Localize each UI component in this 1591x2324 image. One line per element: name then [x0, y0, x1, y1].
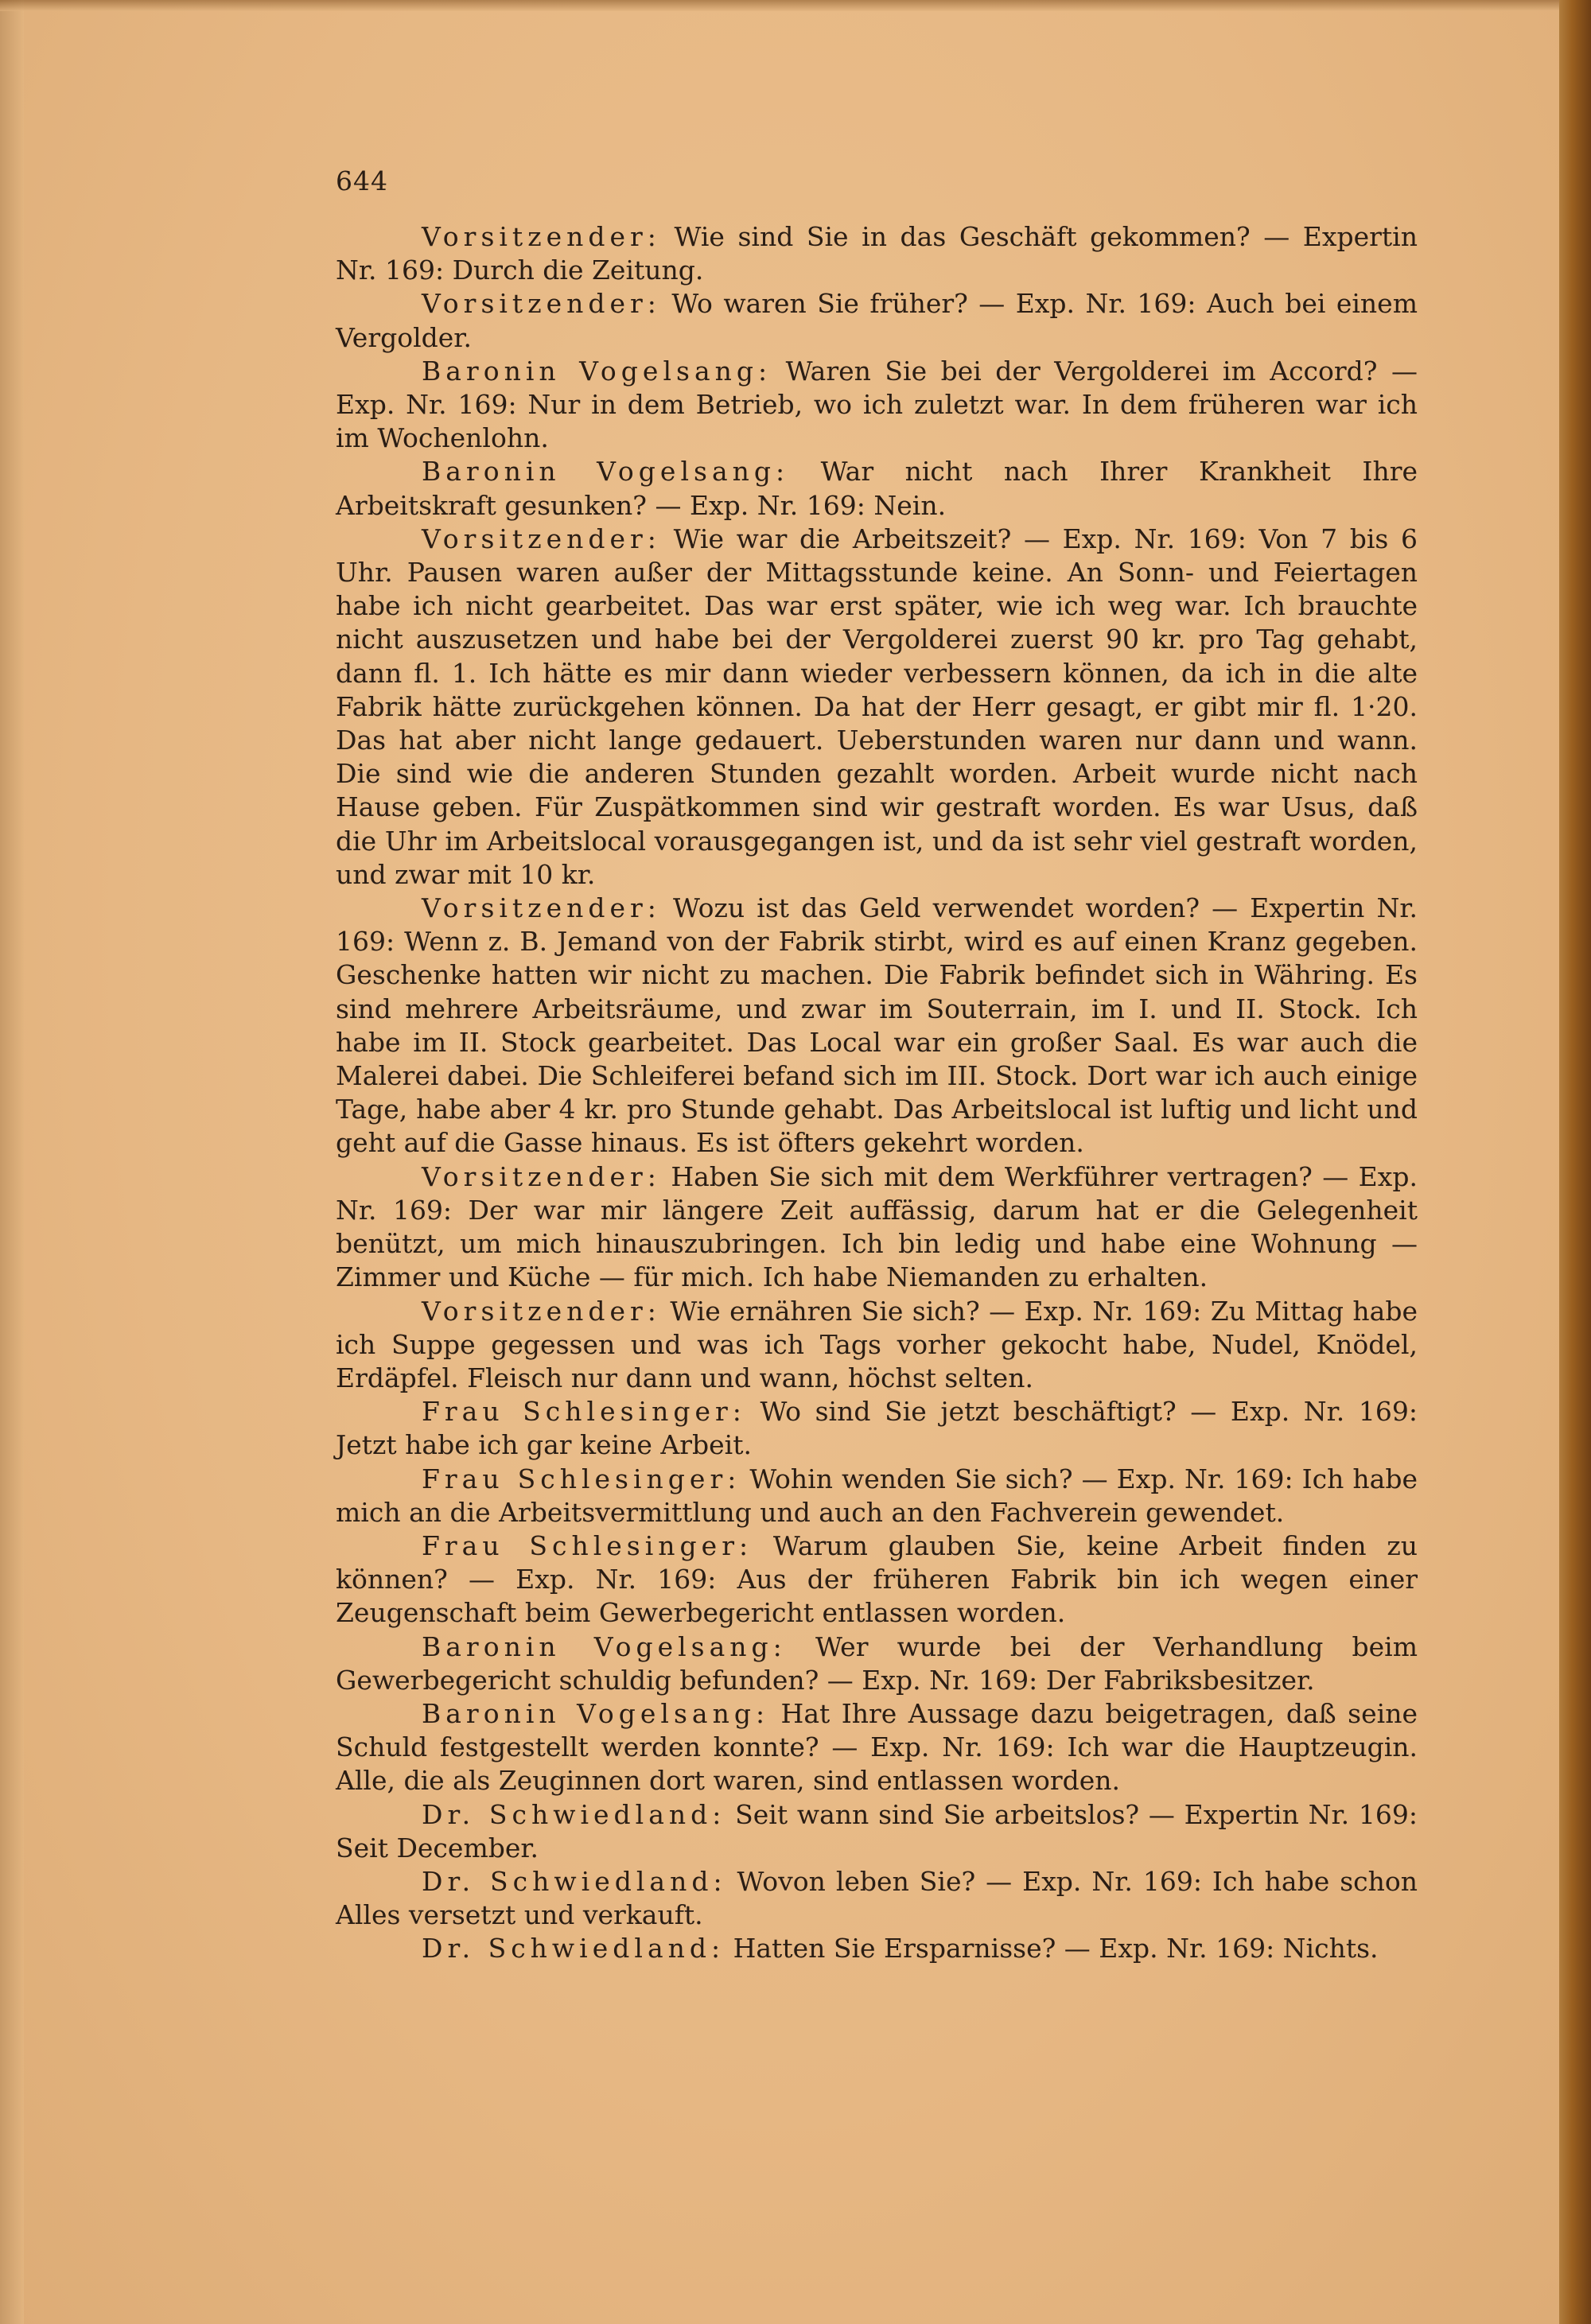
page-gutter-edge [0, 0, 24, 2324]
paragraph [336, 1395, 1418, 1462]
paragraph [336, 1932, 1418, 1965]
paragraph-text: Wie sind Sie in das Geschäft gekommen? — Expertin Nr. 169: Durch die Zeitung. [336, 221, 1418, 286]
speaker-name: Frau Schlesinger: [422, 1529, 753, 1561]
paragraph-text: Wo sind Sie jetzt beschäftigt? — Exp. Nr. 169: Jetzt habe ich gar keine Arbeit. [336, 1396, 1418, 1461]
paragraph [336, 1798, 1418, 1865]
paragraph-text: Seit wann sind Sie arbeitslos? — Expertin Nr. 169: Seit December. [336, 1798, 1418, 1863]
paragraph-text: Waren Sie bei der Vergolderei im Accord? — Exp. Nr. 169: Nur in dem Betrieb, wo ich zuletzt war. In dem früheren war ich im Wochenlohn. [336, 355, 1418, 454]
speaker-name: Dr. Schwiedland: [422, 1933, 725, 1965]
page-top-edge [0, 0, 1559, 11]
paragraph-text: Hatten Sie Ersparnisse? — Exp. Nr. 169: Nichts. [725, 1933, 1379, 1965]
paragraph [336, 1463, 1418, 1529]
speaker-name: Vorsitzender: [422, 1295, 661, 1327]
paragraph-text: Warum glauben Sie, keine Arbeit finden zu können? — Exp. Nr. 169: Aus der früheren Fabrik bin ich wegen einer Zeugenschaft beim Gewerbegericht entlassen worden. [336, 1529, 1418, 1629]
paragraph-text: Wozu ist das Geld verwendet worden? — Expertin Nr. 169: Wenn z. B. Jemand von der Fabrik stirbt, wird es auf einen Kranz gegeben. Geschenke hatten wir nicht zu machen. Die Fabrik befindet sich in Währing. Es sind mehrere Arbeitsräume, und zwar im Souterrain, im I. und II. Stock. Ich habe im II. Stock gearbeitet. Das Local war ein großer Saal. Es war auch die Malerei dabei. Die Schleiferei befand sich im III. Stock. Dort war ich auch einige Tage, habe aber 4 kr. pro Stunde gehabt. Das Arbeitslocal ist luftig und licht und geht auf die Gasse hinaus. Es ist öfters gekehrt worden. [336, 892, 1418, 1159]
paragraph [336, 287, 1418, 354]
paragraph-text: Wer wurde bei der Verhandlung beim Gewerbegericht schuldig befunden? — Exp. Nr. 169: Der Fabriksbesitzer. [336, 1630, 1418, 1696]
speaker-name: Vorsitzender: [422, 523, 661, 554]
speaker-name: Baronin Vogelsang: [422, 456, 790, 488]
page-number: 644 [336, 165, 388, 196]
paragraph [336, 455, 1418, 522]
speaker-name: Vorsitzender: [422, 1160, 661, 1192]
paragraph [336, 355, 1418, 456]
speaker-name: Baronin Vogelsang: [422, 1630, 787, 1662]
speaker-name: Dr. Schwiedland: [422, 1798, 726, 1830]
paragraph [336, 1630, 1418, 1697]
transcript-text [336, 220, 1418, 1966]
paragraph [336, 1697, 1418, 1798]
paragraph-text: Wie war die Arbeitszeit? — Exp. Nr. 169: Von 7 bis 6 Uhr. Pausen waren außer der Mittagsstunde keine. An Sonn- und Feiertagen habe ich nicht gearbeitet. Das war erst später, wie ich weg war. Ich brauchte nicht auszusetzen und habe bei der Vergolderei zuerst 90 kr. pro Tag gehabt, dann fl. 1. Ich hätte es mir dann wieder verbessern können, da ich in die alte Fabrik hätte zurückgehen können. Da hat der Herr gesagt, er gibt mir fl. 1·20. Das hat aber nicht lange gedauert. Ueberstunden waren nur dann und wann. Die sind wie die anderen Stunden gezahlt worden. Arbeit wurde nicht nach Hause geben. Für Zuspätkommen sind wir gestraft worden. Es war Usus, daß die Uhr im Arbeitslocal vorausgegangen ist, und da ist sehr viel gestraft worden, und zwar mit 10 kr. [336, 523, 1418, 890]
paragraph-text: War nicht nach Ihrer Krankheit Ihre Arbeitskraft gesunken? — Exp. Nr. 169: Nein. [336, 456, 1418, 521]
paragraph [336, 220, 1418, 287]
speaker-name: Vorsitzender: [422, 892, 661, 924]
speaker-name: Vorsitzender: [422, 288, 661, 320]
book-binding-edge [1559, 0, 1591, 2324]
paragraph-text: Wo waren Sie früher? — Exp. Nr. 169: Auch bei einem Vergolder. [336, 288, 1418, 353]
paragraph-text: Wie ernähren Sie sich? — Exp. Nr. 169: Zu Mittag habe ich Suppe gegessen und was ich Tags vorher gekocht habe, Nudel, Knödel, Erdäpfel. Fleisch nur dann und wann, höchst selten. [336, 1295, 1418, 1393]
paragraph [336, 523, 1418, 892]
paragraph [336, 1160, 1418, 1295]
paragraph [336, 1865, 1418, 1932]
speaker-name: Frau Schlesinger: [422, 1463, 741, 1494]
speaker-name: Baronin Vogelsang: [422, 1697, 770, 1729]
paragraph [336, 1529, 1418, 1630]
speaker-name: Baronin Vogelsang: [422, 355, 772, 387]
paragraph [336, 892, 1418, 1160]
paragraph [336, 1295, 1418, 1396]
paragraph-text: Wohin wenden Sie sich? — Exp. Nr. 169: Ich habe mich an die Arbeitsvermittlung und auch an den Fachverein gewendet. [336, 1463, 1418, 1528]
paragraph-text: Haben Sie sich mit dem Werkführer vertragen? — Exp. Nr. 169: Der war mir längere Zeit auffässig, darum hat er die Gelegenheit benützt, um mich hinauszubringen. Ich bin ledig und habe eine Wohnung — Zimmer und Küche — für mich. Ich habe Niemanden zu erhalten. [336, 1160, 1418, 1293]
speaker-name: Dr. Schwiedland: [422, 1865, 727, 1897]
paragraph-text: Hat Ihre Aussage dazu beigetragen, daß seine Schuld festgestellt werden konnte? — Exp. Nr. 169: Ich war die Hauptzeugin. Alle, die als Zeuginnen dort waren, sind entlassen worden. [336, 1697, 1418, 1797]
speaker-name: Vorsitzender: [422, 221, 661, 252]
paragraph-text: Wovon leben Sie? — Exp. Nr. 169: Ich habe schon Alles versetzt und verkauft. [336, 1865, 1418, 1931]
speaker-name: Frau Schlesinger: [422, 1396, 746, 1428]
